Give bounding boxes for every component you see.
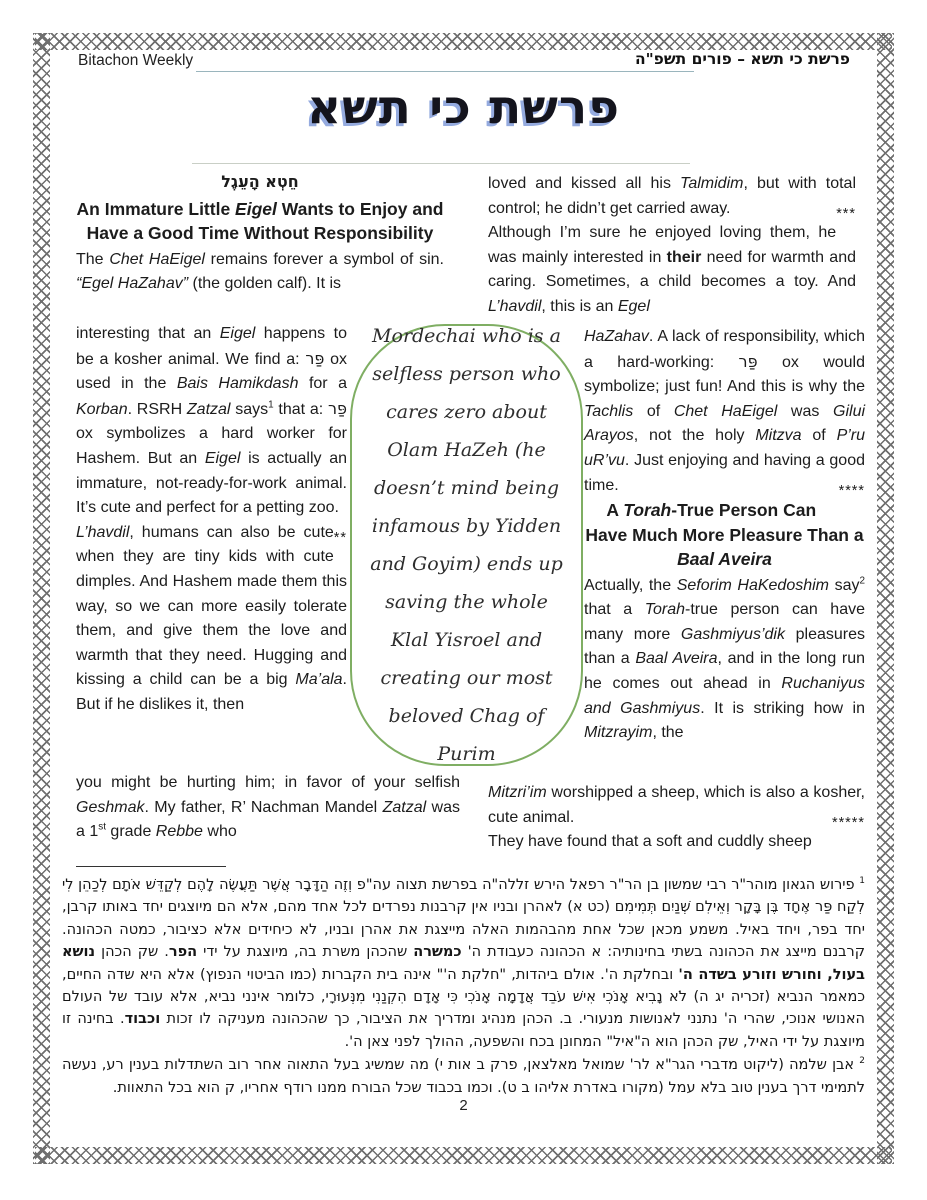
title-divider	[192, 163, 690, 164]
footnote-2	[62, 1054, 865, 1099]
footnote-1-text: פירוש הגאון מוהר"ר רבי שמשון בן הר"ר רפאל הירש זללה"ה בפרשת תצוה עה"פ וְזֶה הַדָּבָר אֲשֶׁר תַּעֲשֶׂה לָהֶם לְקַדֵּשׁ אֹתָם לְכַהֵן לִי לְקַח פַּר אֶחָד בֶּן בָּקָר וְאֵילִם שְׁנַיִם תְּמִימִם (כט א) לאהרן ובניו אין קרבנות נפרדים לכל אחד מהם, אלא הם מיוצגים יחד באותו קרבן, יחד בפר, ויחד באיל. משמע מכאן שכל אחת מהבהמות האלה מייצגת את אהרן ובניו, לא כיחידים אלא כציבור, כמטה הכהונה. קרבנם מייצג את הכהונה בשתי בחינותיה: א הכהונה כעבודת ה' כמשרה שהכהן משרת בה, מיוצגת על ידי הפר. שק הכהן נושא בעול, וחורש וזורע בשדה ה' ובחלקת ה'. אולם ביהדות, "חלקת ה'" אינה בית הקברות (כמו הביטוי הנפוץ) אלא היא שדה החיים, כמאמר הנביא (זכריה יג ה) לֹא נָבִיא אָנֹכִי אִישׁ עֹבֵד אֲדָמָה אָנֹכִי כִּי אָדָם הִקְנַנִי מִנְּעוּרָי, כלומר אינני נביא, אלא עובד של העולם האנושי אנוכי, שהרי ה' נתנני לאנושות מנעורי. ב. הכהן מנהיג ומדריך את הציבור, כך שהכהונה מעניקה לו זכות וכבוד. בחינה זו מיוצגת על ידי האיל, שק הכהן הוא ה"איל" המחונן בכח והשפעה, ההולך לפני צאן ה'.	[62, 877, 865, 1050]
right-column-top	[488, 172, 856, 320]
right-column-bottom	[488, 781, 865, 855]
section-heading: A Torah-True Person Can Have Much More Pleasure Than a Baal Aveira	[585, 500, 864, 570]
body-paragraph: L’havdil, humans can also be cute when they are tiny kids with cute dimples. And Hashem made them this way, so we can more easily tolerate them, and give them the love and warmth that they need. Hugging and kissing a child can be a big Ma’ala. But if he dislikes it, then	[76, 523, 347, 713]
page-border-top	[35, 33, 892, 50]
footnote-1	[62, 874, 865, 1053]
left-column-top	[76, 170, 444, 297]
body-paragraph: interesting that an Eigel happens to be a kosher animal. We find a: פַּר ox used in the Bais Hamikdash for a Korban. RSRH Zatzal says$^1$ that a: פַּר ox symbolizes a hard worker for Hashem. But an Eigel is actually an immature, not-ready-for-work animal. It’s cute and perfect for a petting zoo. **	[76, 325, 348, 546]
body-paragraph: They have found that a soft and cuddly sheep	[488, 833, 812, 851]
pullquote-text: Mordechai who is a selfless person who cares zero about Olam HaZeh (he doesn’t mind being infamous by Yidden and Goyim) ends up saving the whole Klal Yisroel and creating our most beloved Chag of Purim	[370, 325, 563, 765]
footnote-1-marker: 1	[859, 876, 865, 887]
section-heading: An Immature Little Eigel Wants to Enjoy and Have a Good Time Without Responsibility	[76, 198, 444, 244]
footnote-2-marker: 2	[859, 1056, 866, 1067]
footnote-separator	[76, 866, 226, 867]
page-title: פרשת כי תשא	[306, 80, 621, 135]
right-column-mid	[584, 325, 865, 746]
body-paragraph: Actually, the Seforim HaKedoshim say$^2$ that a Torah-true person can have many more Gashmiyus’dik pleasures than a Baal Aveira, and in the long run he comes out ahead in Ruchaniyus and Gashmiyus. It is striking how in Mitzrayim, the	[584, 575, 866, 742]
body-paragraph: Mitzri’im worshipped a sheep, which is also a kosher, cute animal. *****	[488, 784, 865, 831]
newsletter-name: Bitachon Weekly	[78, 52, 194, 69]
page-border-left	[33, 33, 50, 1164]
body-paragraph: loved and kissed all his Talmidim, but with total control; he didn’t get carried away. ***	[488, 175, 856, 222]
left-column-mid	[76, 322, 347, 718]
body-paragraph: HaZahav. A lack of responsibility, which a hard-working: פַּר ox would symbolize; just fun! And this is why the Tachlis of Chet HaEigel was Gilui Arayos, not the holy Mitzva of P’ru uR’vu. Just enjoying and having a good time. ****	[584, 328, 866, 499]
page-border-bottom	[35, 1147, 892, 1164]
page-border-right	[877, 33, 894, 1164]
body-paragraph: you might be hurting him; in favor of your selfish Geshmak. My father, R’ Nachman Mandel Zatzal was a 1st grade Rebbe who	[76, 774, 461, 841]
body-paragraph: The Chet HaEigel remains forever a symbol of sin. “Egel HaZahav” (the golden calf). It is	[76, 250, 444, 293]
page-number: 2	[459, 1097, 468, 1114]
body-paragraph: Although I’m sure he enjoyed loving them, he was mainly interested in their need for warmth and caring. Sometimes, a child becomes a toy. And L’havdil, this is an Egel	[488, 224, 856, 315]
footnote-2-text: אבן שלמה (ליקוט מדברי הגר"א לר' שמואל מאלצאן, פרק ב אות י) מה שמשיג בעל התאוה אחר רוב השתדלות בענין רע, נעשה לתמימי דרך בענין טוב בלא עמל (מקורו באדרת אליהו ב ט). וכמו בכבוד שכל הבורח ממנו רודף אחריו, ק הוא בכל התאוות.	[62, 1057, 865, 1096]
header-rule	[196, 71, 694, 72]
section-heading-hebrew: חֵטְא הָעֵגֶל	[221, 172, 299, 191]
footnotes	[62, 874, 865, 1100]
issue-title: פרשת כי תשא – פורים תשפ"ה	[634, 50, 850, 68]
pullquote-callout	[350, 324, 583, 766]
left-column-bottom	[76, 771, 460, 845]
